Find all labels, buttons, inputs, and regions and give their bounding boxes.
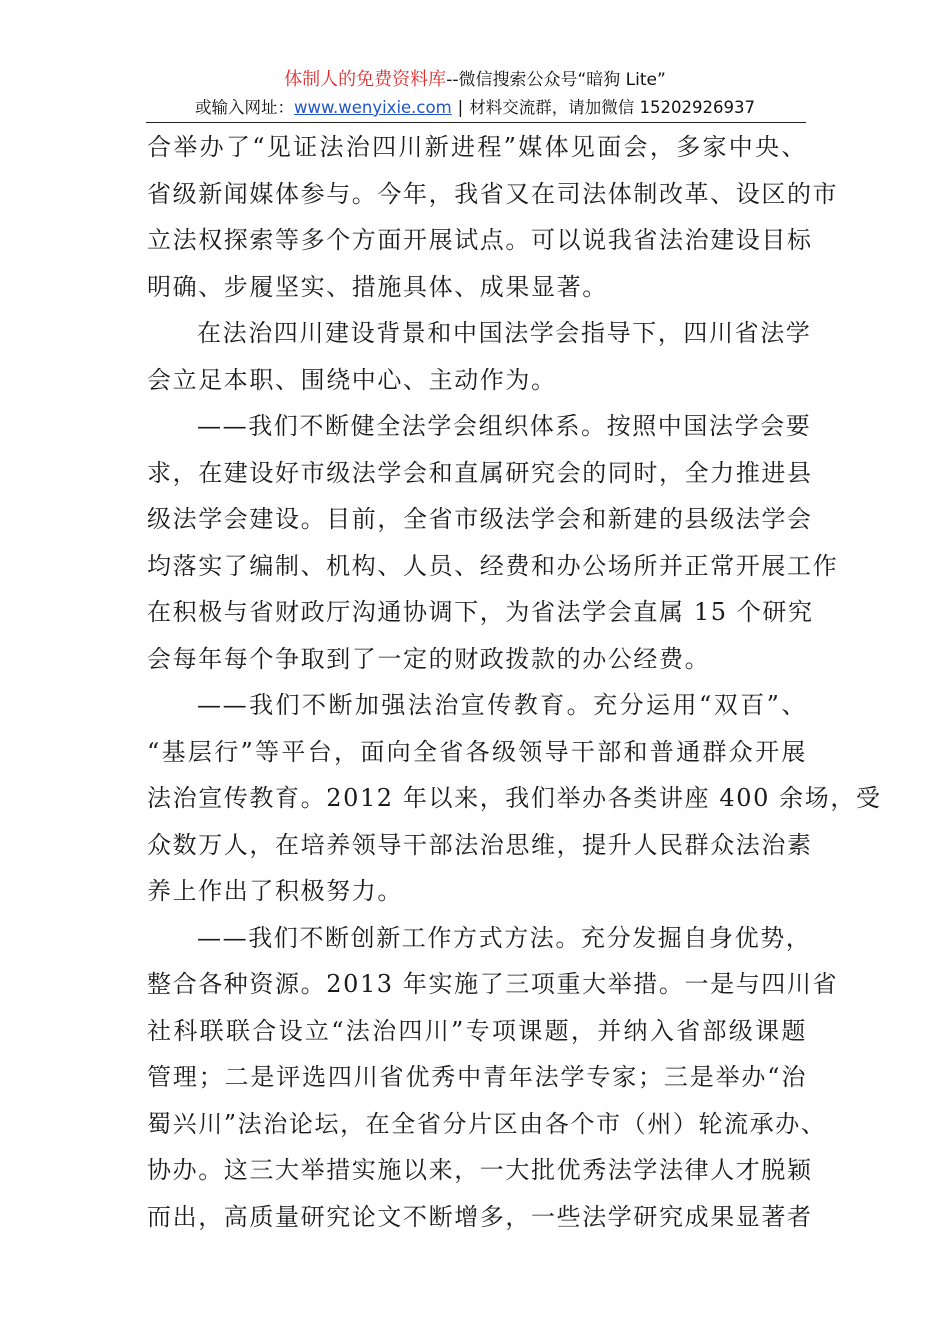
group-contact-text: 材料交流群，请加微信 15202926937 xyxy=(469,98,755,117)
text-line: 求，在建设好市级法学会和直属研究会的同时，全力推进县 xyxy=(147,458,813,487)
header-line-1 xyxy=(0,66,950,94)
body-text xyxy=(147,124,882,1240)
header-line-2 xyxy=(0,94,950,122)
text-line: 明确、步履坚实、措施具体、成果显著。 xyxy=(147,272,608,301)
text-line: 蜀兴川”法治论坛，在全省分片区由各个市（州）轮流承办、 xyxy=(147,1109,827,1138)
header-separator: | xyxy=(457,98,464,117)
text-line: 管理；二是评选四川省优秀中青年法学专家；三是举办“治 xyxy=(147,1063,807,1091)
text-line: 众数万人，在培养领导干部法治思维，提升人民群众法治素 xyxy=(147,830,813,859)
text-line: 而出，高质量研究论文不断增多，一些法学研究成果显著者 xyxy=(147,1202,813,1231)
brand-title: 体制人的免费资料库 xyxy=(284,69,447,90)
text-line: ——我们不断加强法治宣传教育。充分运用“双百”、 xyxy=(197,691,807,719)
text-line: 整合各种资源。2013 年实施了三项重大举措。一是与四川省 xyxy=(147,970,839,998)
text-line: 会立足本职、围绕中心、主动作为。 xyxy=(147,365,557,394)
page-header xyxy=(0,66,950,122)
text-line: 在法治四川建设背景和中国法学会指导下，四川省法学 xyxy=(197,319,812,347)
text-line: 在积极与省财政厅沟通协调下，为省法学会直属 15 个研究 xyxy=(147,598,814,626)
text-line: 养上作出了积极努力。 xyxy=(147,877,403,905)
text-line: 法治宣传教育。2012 年以来，我们举办各类讲座 400 余场，受 xyxy=(147,784,882,812)
text-line: 均落实了编制、机构、人员、经费和办公场所并正常开展工作 xyxy=(147,551,839,580)
text-line: ——我们不断创新工作方式方法。充分发掘自身优势， xyxy=(197,923,812,952)
header-divider xyxy=(146,122,806,123)
url-prefix: 或输入网址： xyxy=(195,98,295,117)
wechat-search-note: --微信搜索公众号“暗狗 Lite” xyxy=(446,70,666,90)
text-line: 社科联联合设立“法治四川”专项课题，并纳入省部级课题 xyxy=(147,1016,807,1045)
text-line: 省级新闻媒体参与。今年，我省又在司法体制改革、设区的市 xyxy=(147,179,839,208)
text-line: 合举办了“见证法治四川新进程”媒体见面会，多家中央、 xyxy=(147,133,807,161)
website-link[interactable]: www.wenyixie.com xyxy=(294,98,452,117)
text-line: 立法权探索等多个方面开展试点。可以说我省法治建设目标 xyxy=(147,226,813,254)
text-line: 协办。这三大举措实施以来，一大批优秀法学法律人才脱颖 xyxy=(147,1156,813,1184)
text-line: ——我们不断健全法学会组织体系。按照中国法学会要 xyxy=(197,412,812,440)
text-line: 级法学会建设。目前，全省市级法学会和新建的县级法学会 xyxy=(147,505,813,533)
text-line: “基层行”等平台，面向全省各级领导干部和普通群众开展 xyxy=(147,737,807,766)
text-line: 会每年每个争取到了一定的财政拨款的办公经费。 xyxy=(147,644,711,673)
